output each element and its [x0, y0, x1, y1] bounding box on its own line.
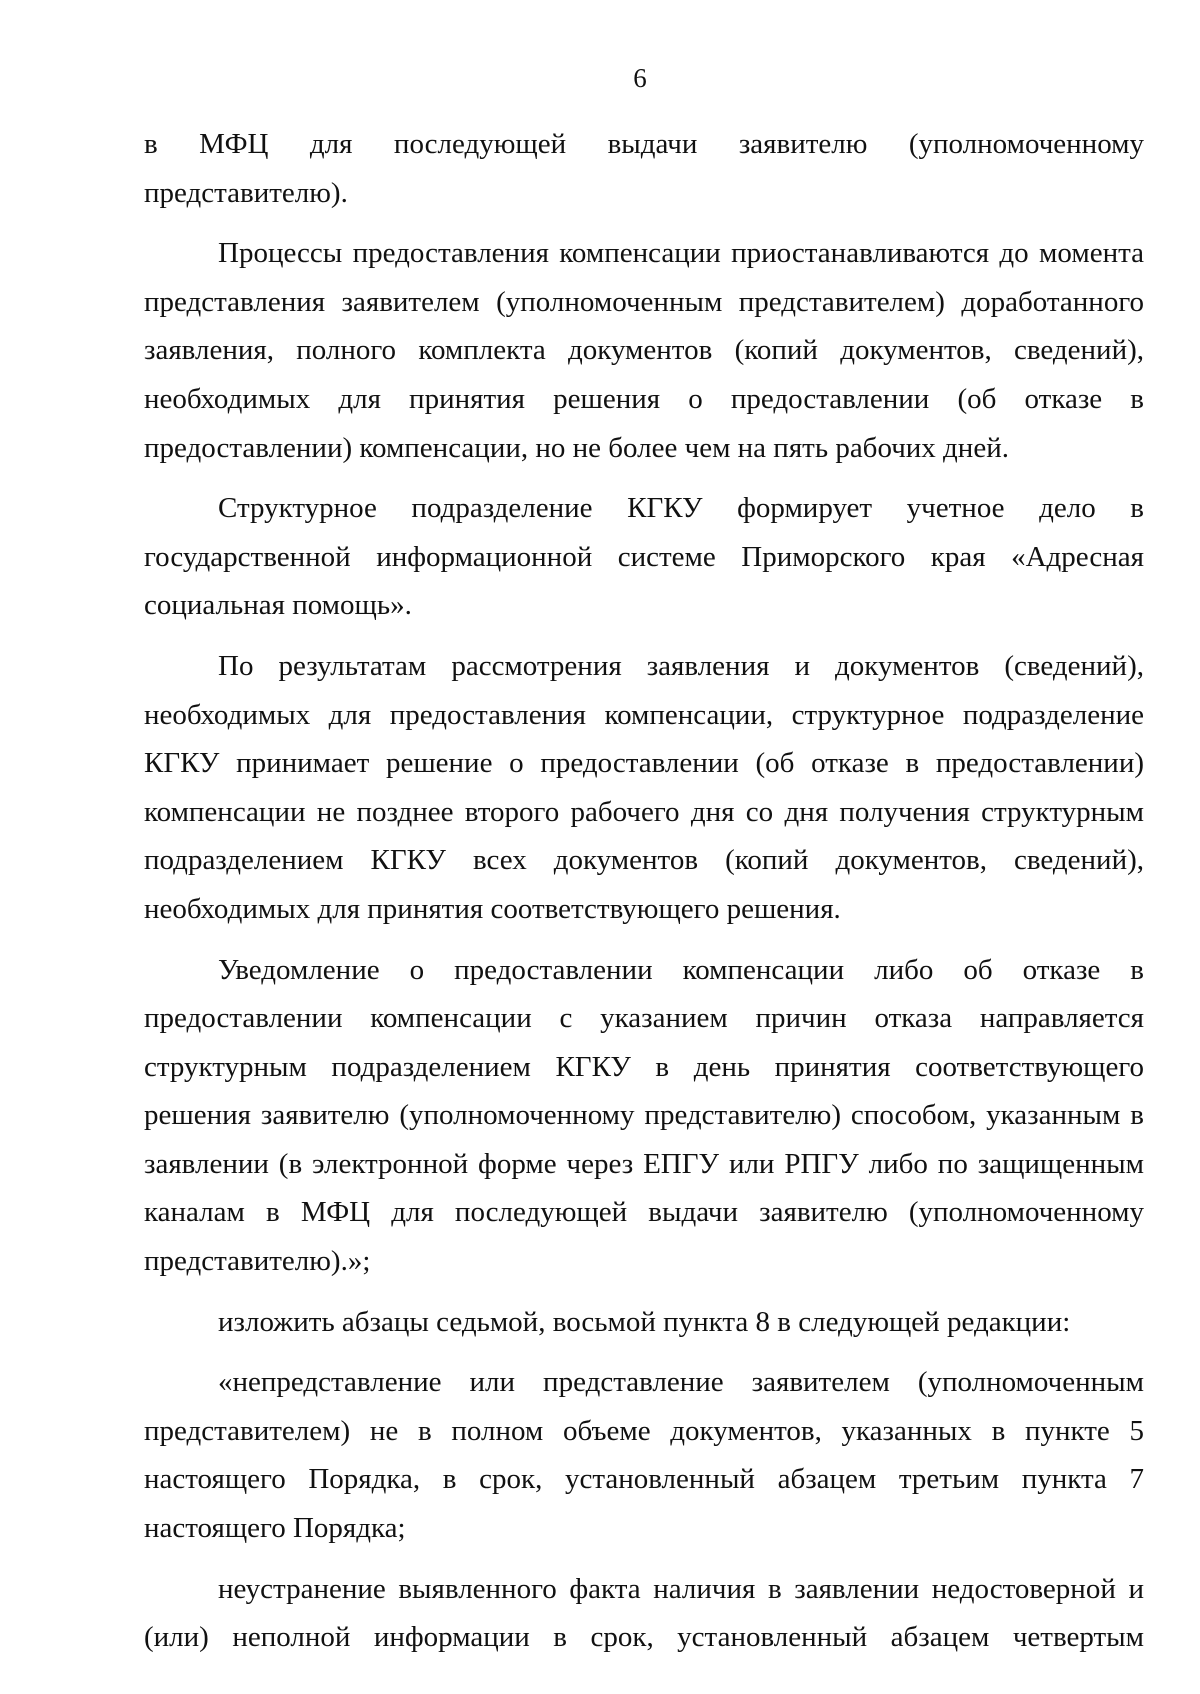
- paragraph-continuation: в МФЦ для последующей выдачи заявителю (уполномоченному представителю).: [144, 128, 1144, 209]
- paragraph-notification: Уведомление о предоставлении компенсации либо об отказе в предоставлении компенсации с указанием причин отказа направляется структурным подразделением КГКУ в день принятия соответствующего решения заявителю (уполномоченному представителю) способом, указанным в заявлении (в электронной форме через ЕПГУ или РПГУ либо по защищенным каналам в МФЦ для последующей выдачи заявителю (уполномоченному представителю).»;: [144, 953, 1144, 1278]
- paragraph-suspension-of-processes: Процессы предоставления компенсации приостанавливаются до момента представления заявителем (уполномоченным представителем) доработанного заявления, полного комплекта документов (копий документов, сведений), необходимых для принятия решения о предоставлении (об отказе в предоставлении) компенсации, но не более чем на пять рабочих дней.: [144, 237, 1144, 464]
- page-number: 6: [633, 63, 647, 93]
- paragraph-non-elimination: неустранение выявленного факта наличия в заявлении недостоверной и (или) неполной информации в срок, установленный абзацем четвертым: [144, 1572, 1144, 1654]
- paragraph-decision-deadline: По результатам рассмотрения заявления и документов (сведений), необходимых для предоставления компенсации, структурное подразделение КГКУ принимает решение о предоставлении (об отказе в предоставлении) компенсации не позднее второго рабочего дня со дня получения структурным подразделением КГКУ всех документов (копий документов, сведений), необходимых для принятия соответствующего решения.: [144, 649, 1144, 925]
- paragraph-amendment-instruction: изложить абзацы седьмой, восьмой пункта 8 в следующей редакции:: [218, 1305, 1071, 1338]
- paragraph-non-submission: «непредставление или представление заявителем (уполномоченным представителем) не в полном объеме документов, указанных в пункте 5 настоящего Порядка, в срок, установленный абзацем третьим пункта 7 настоящего Порядка;: [144, 1366, 1144, 1545]
- paragraph-case-file: Структурное подразделение КГКУ формирует учетное дело в государственной информационной системе Приморского края «Адресная социальная помощь».: [144, 492, 1144, 622]
- document-body: [144, 120, 1144, 1674]
